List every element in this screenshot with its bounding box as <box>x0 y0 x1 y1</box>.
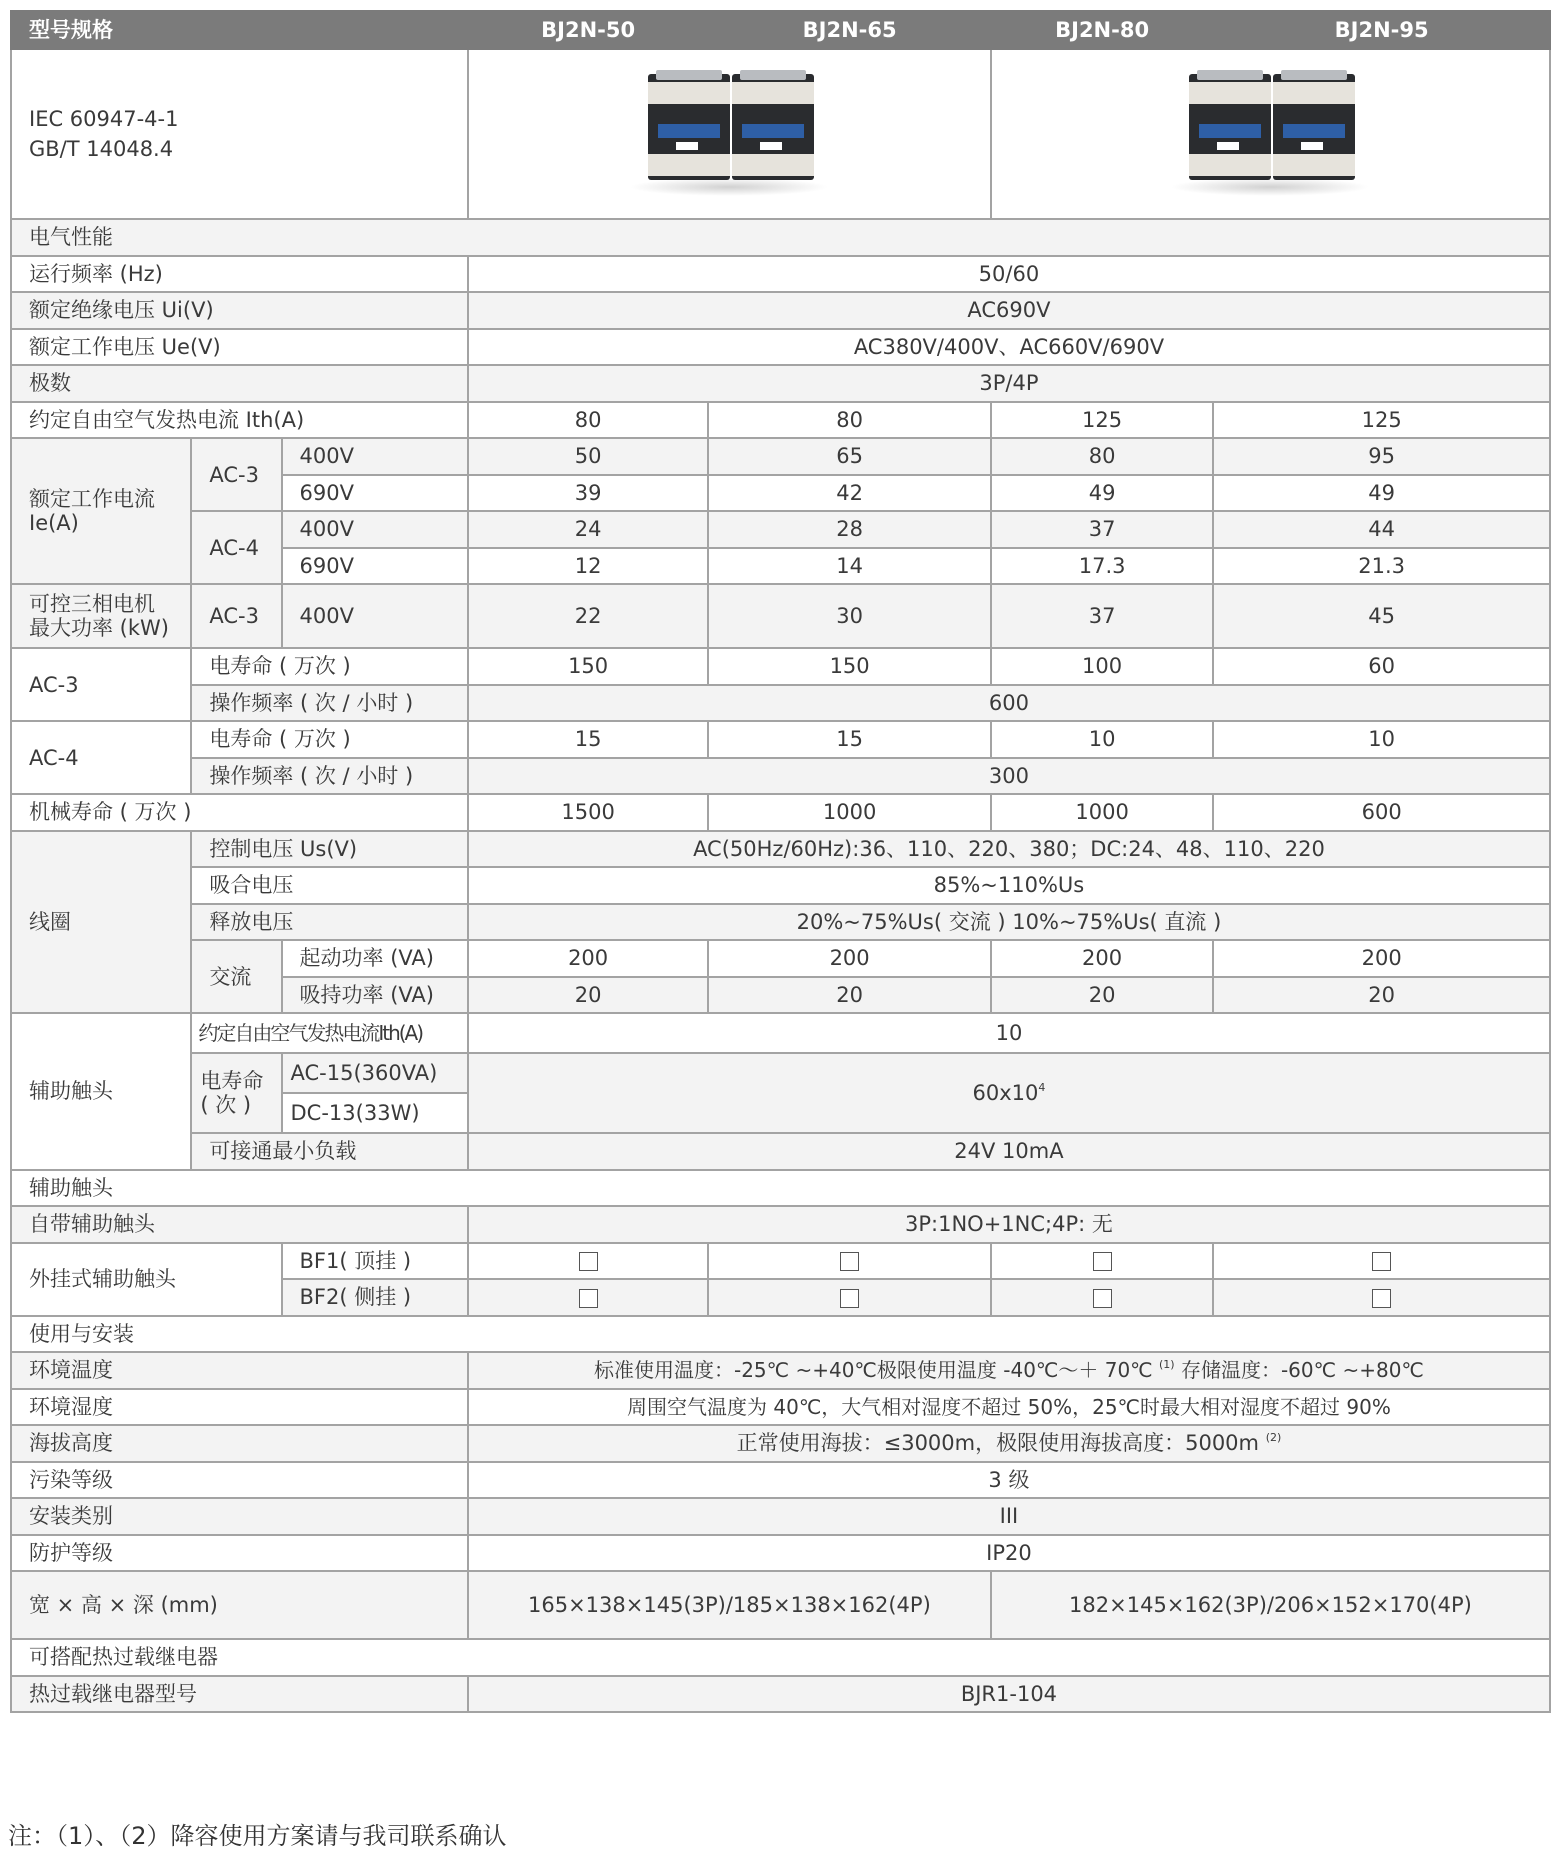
row-label: 自带辅助触头 <box>11 1206 468 1243</box>
voltage-label: 690V <box>282 475 468 512</box>
section-title: 辅助触头 <box>11 1170 1550 1207</box>
row-ext-aux-bf1 <box>11 1243 1550 1280</box>
altitude-value: 正常使用海拔：≤3000m，极限使用海拔高度：5000m <box>736 1431 1266 1456</box>
row-value: 3P/4P <box>468 365 1550 402</box>
aux-life-exponent: 4 <box>1038 1081 1046 1094</box>
row-coil-pickup <box>11 867 1550 904</box>
voltage-label: 690V <box>282 548 468 585</box>
row-poles <box>11 365 1550 402</box>
row-label: 操作频率 ( 次 / 小时 ) <box>191 685 468 722</box>
voltage-label: 400V <box>282 511 468 548</box>
cell-value: 20 <box>468 977 708 1014</box>
row-label: 可接通最小负载 <box>191 1133 468 1170</box>
row-pollution <box>11 1462 1550 1499</box>
ac4-life-cat: AC-4 <box>11 721 191 794</box>
image-row <box>11 49 1550 219</box>
row-value: 50/60 <box>468 256 1550 293</box>
row-label: 额定工作电压 Ue(V) <box>11 329 468 366</box>
cell-value: 42 <box>708 475 991 512</box>
row-ac3-elec-life <box>11 648 1550 685</box>
header-row <box>11 11 1550 49</box>
row-ie-ac4-400 <box>11 511 1550 548</box>
temp-value-a: 标准使用温度：-25℃ ~+40℃极限使用温度 -40℃～＋ 70℃ <box>593 1358 1160 1383</box>
row-label: 释放电压 <box>191 904 468 941</box>
voltage-label: 400V <box>282 438 468 475</box>
aux-contact-label: 辅助触头 <box>11 1013 191 1170</box>
row-value: AC(50Hz/60Hz):36、110、220、380；DC:24、48、110、220 <box>468 831 1550 868</box>
row-value: 3P:1NO+1NC;4P: 无 <box>468 1206 1550 1243</box>
row-frequency <box>11 256 1550 293</box>
row-value: 3 级 <box>468 1462 1550 1499</box>
product-image-bj2n-80-95 <box>1165 68 1375 196</box>
bf1-option-cell <box>708 1243 991 1280</box>
row-label: 环境温度 <box>11 1352 468 1389</box>
row-temp <box>11 1352 1550 1389</box>
row-altitude <box>11 1425 1550 1462</box>
row-label: 约定自由空气发热电流Ith(A) <box>191 1013 468 1053</box>
row-ue <box>11 329 1550 366</box>
header-title: 型号规格 <box>11 11 468 49</box>
bf1-checkbox-bj2n-95[interactable] <box>1372 1252 1391 1271</box>
cell-value: 200 <box>991 940 1213 977</box>
row-coil-start <box>11 940 1550 977</box>
cell-value: 200 <box>468 940 708 977</box>
product-image-bj2n-50-65 <box>624 68 834 196</box>
ie-ac4-label: AC-4 <box>191 511 281 584</box>
cell-value: 600 <box>1213 794 1550 831</box>
cell-value: 15 <box>468 721 708 758</box>
model-bj2n-95: BJ2N-95 <box>1213 11 1550 49</box>
ie-label: 额定工作电流 <box>29 487 155 511</box>
cell-value: 80 <box>991 438 1213 475</box>
row-dims <box>11 1571 1550 1639</box>
cell-value: 200 <box>1213 940 1550 977</box>
row-value: 85%~110%Us <box>468 867 1550 904</box>
row-ui <box>11 292 1550 329</box>
row-relay-model <box>11 1676 1550 1713</box>
motor-label: 可控三相电机 <box>29 592 155 616</box>
row-label: 控制电压 Us(V) <box>191 831 468 868</box>
row-label: 额定绝缘电压 Ui(V) <box>11 292 468 329</box>
cell-value: 28 <box>708 511 991 548</box>
row-label: 防护等级 <box>11 1535 468 1572</box>
cell-value: 65 <box>708 438 991 475</box>
section-title: 可搭配热过载继电器 <box>11 1639 1550 1676</box>
row-builtin-aux <box>11 1206 1550 1243</box>
model-bj2n-80: BJ2N-80 <box>991 11 1213 49</box>
cell-value: 125 <box>1213 402 1550 439</box>
bf2-option-cell <box>708 1279 991 1316</box>
cell-value: 20 <box>708 977 991 1014</box>
row-mech-life <box>11 794 1550 831</box>
row-label: 极数 <box>11 365 468 402</box>
cell-value: 37 <box>991 584 1213 648</box>
row-value: AC380V/400V、AC660V/690V <box>468 329 1550 366</box>
row-ith <box>11 402 1550 439</box>
row-humidity <box>11 1389 1550 1426</box>
cell-value: 60 <box>1213 648 1550 685</box>
cell-value: 24 <box>468 511 708 548</box>
bf1-option-cell <box>1213 1243 1550 1280</box>
ext-aux-label: 外挂式辅助触头 <box>11 1243 282 1316</box>
aux-life-base: 60x10 <box>972 1081 1039 1105</box>
row-label: 宽 × 高 × 深 (mm) <box>11 1571 468 1639</box>
row-value: 20%~75%Us( 交流 ) 10%~75%Us( 直流 ) <box>468 904 1550 941</box>
footnote: 注：（1）、（2）降容使用方案请与我司联系确认 <box>8 1822 507 1850</box>
cell-value: 150 <box>468 648 708 685</box>
bf1-label: BF1( 顶挂 ) <box>282 1243 468 1280</box>
cell-value: 80 <box>708 402 991 439</box>
row-label: 机械寿命 ( 万次 ) <box>11 794 468 831</box>
aux-life-label: 电寿命 <box>200 1069 264 1093</box>
standards-cell <box>11 49 468 219</box>
row-label: 吸合电压 <box>191 867 468 904</box>
cell-value: 200 <box>708 940 991 977</box>
cell-value: 21.3 <box>1213 548 1550 585</box>
row-value: III <box>468 1498 1550 1535</box>
bf2-checkbox-bj2n-50[interactable] <box>579 1289 598 1308</box>
cell-value: 22 <box>468 584 708 648</box>
aux-life-label-cell <box>191 1053 281 1133</box>
cell-value: 45 <box>1213 584 1550 648</box>
row-label: 运行频率 (Hz) <box>11 256 468 293</box>
row-label: 约定自由空气发热电流 Ith(A) <box>11 402 468 439</box>
bf2-checkbox-bj2n-65[interactable] <box>840 1289 859 1308</box>
ie-label-unit: Ie(A) <box>29 511 79 535</box>
row-aux-ith <box>11 1013 1550 1053</box>
altitude-note: (2) <box>1265 1431 1282 1445</box>
motor-label-unit: 最大功率 (kW) <box>29 616 169 640</box>
row-install-cat <box>11 1498 1550 1535</box>
row-label: 吸持功率 (VA) <box>282 977 468 1014</box>
cell-value: 20 <box>1213 977 1550 1014</box>
cell-value: 37 <box>991 511 1213 548</box>
section-overload <box>11 1639 1550 1676</box>
row-label: 安装类别 <box>11 1498 468 1535</box>
bf2-checkbox-bj2n-95[interactable] <box>1372 1289 1391 1308</box>
section-electrical <box>11 219 1550 256</box>
row-label: 操作频率 ( 次 / 小时 ) <box>191 758 468 795</box>
cell-value: 1000 <box>708 794 991 831</box>
cell-value: 80 <box>468 402 708 439</box>
row-ip <box>11 1535 1550 1572</box>
cell-value: 39 <box>468 475 708 512</box>
section-aux <box>11 1170 1550 1207</box>
row-ie-ac3-400 <box>11 438 1550 475</box>
motor-cat: AC-3 <box>191 584 281 648</box>
bf1-option-cell <box>468 1243 708 1280</box>
aux-life-unit: ( 次 ) <box>200 1093 252 1117</box>
bf1-checkbox-bj2n-50[interactable] <box>579 1252 598 1271</box>
coil-ac-label: 交流 <box>191 940 281 1013</box>
row-motor-power <box>11 584 1550 648</box>
section-install <box>11 1316 1550 1353</box>
cell-value: 49 <box>991 475 1213 512</box>
row-value: AC690V <box>468 292 1550 329</box>
row-coil-us <box>11 831 1550 868</box>
bf2-option-cell <box>468 1279 708 1316</box>
row-label: 热过载继电器型号 <box>11 1676 468 1713</box>
row-value: 10 <box>468 1013 1550 1053</box>
bf1-checkbox-bj2n-65[interactable] <box>840 1252 859 1271</box>
row-label: 污染等级 <box>11 1462 468 1499</box>
row-label: 海拔高度 <box>11 1425 468 1462</box>
ie-label-cell <box>11 438 191 584</box>
bf1-option-cell <box>991 1243 1213 1280</box>
standard-iec: IEC 60947-4-1 <box>29 107 179 131</box>
bf1-checkbox-bj2n-80[interactable] <box>1093 1252 1112 1271</box>
cell-value: 12 <box>468 548 708 585</box>
cell-value: 44 <box>1213 511 1550 548</box>
row-value: 周围空气温度为 40℃，大气相对湿度不超过 50%，25℃时最大相对湿度不超过 90% <box>468 1389 1550 1426</box>
temp-value-b: 存储温度：-60℃ ~+80℃ <box>1174 1358 1424 1383</box>
dims-bj2n-50-65: 165×138×145(3P)/185×138×162(4P) <box>468 1571 991 1639</box>
row-value: IP20 <box>468 1535 1550 1572</box>
aux-life-value <box>468 1053 1550 1133</box>
product-image-80-95-cell <box>991 49 1550 219</box>
cell-value: 100 <box>991 648 1213 685</box>
bf2-option-cell <box>991 1279 1213 1316</box>
spec-table <box>10 10 1551 1713</box>
dc13-label: DC-13(33W) <box>282 1093 468 1133</box>
cell-value: 20 <box>991 977 1213 1014</box>
cell-value: 17.3 <box>991 548 1213 585</box>
row-label: 起动功率 (VA) <box>282 940 468 977</box>
row-ac3-op-freq <box>11 685 1550 722</box>
model-bj2n-65: BJ2N-65 <box>708 11 991 49</box>
ac15-label: AC-15(360VA) <box>282 1053 468 1093</box>
coil-label: 线圈 <box>11 831 191 1014</box>
row-value: 300 <box>468 758 1550 795</box>
ac3-life-cat: AC-3 <box>11 648 191 721</box>
standard-gbt: GB/T 14048.4 <box>29 137 174 161</box>
cell-value: 10 <box>1213 721 1550 758</box>
model-bj2n-50: BJ2N-50 <box>468 11 708 49</box>
row-ac4-op-freq <box>11 758 1550 795</box>
section-title: 使用与安装 <box>11 1316 1550 1353</box>
temp-note: (1) <box>1159 1358 1175 1372</box>
product-image-50-65-cell <box>468 49 991 219</box>
dims-bj2n-80-95: 182×145×162(3P)/206×152×170(4P) <box>991 1571 1550 1639</box>
cell-value: 49 <box>1213 475 1550 512</box>
bf2-label: BF2( 侧挂 ) <box>282 1279 468 1316</box>
cell-value: 50 <box>468 438 708 475</box>
row-ac4-elec-life <box>11 721 1550 758</box>
motor-volt: 400V <box>282 584 468 648</box>
row-value <box>468 1425 1550 1462</box>
row-coil-release <box>11 904 1550 941</box>
row-label: 电寿命 ( 万次 ) <box>191 648 468 685</box>
cell-value: 150 <box>708 648 991 685</box>
cell-value: 14 <box>708 548 991 585</box>
cell-value: 1000 <box>991 794 1213 831</box>
cell-value: 95 <box>1213 438 1550 475</box>
row-value: 24V 10mA <box>468 1133 1550 1170</box>
bf2-checkbox-bj2n-80[interactable] <box>1093 1289 1112 1308</box>
cell-value: 1500 <box>468 794 708 831</box>
bf2-option-cell <box>1213 1279 1550 1316</box>
ie-ac3-label: AC-3 <box>191 438 281 511</box>
row-label: 电寿命 ( 万次 ) <box>191 721 468 758</box>
row-value: 600 <box>468 685 1550 722</box>
cell-value: 125 <box>991 402 1213 439</box>
motor-label-cell <box>11 584 191 648</box>
cell-value: 30 <box>708 584 991 648</box>
cell-value: 15 <box>708 721 991 758</box>
row-aux-min-load <box>11 1133 1550 1170</box>
row-value <box>468 1352 1550 1389</box>
row-aux-life-ac15 <box>11 1053 1550 1093</box>
row-label: 环境湿度 <box>11 1389 468 1426</box>
section-title: 电气性能 <box>11 219 1550 256</box>
row-value: BJR1-104 <box>468 1676 1550 1713</box>
cell-value: 10 <box>991 721 1213 758</box>
